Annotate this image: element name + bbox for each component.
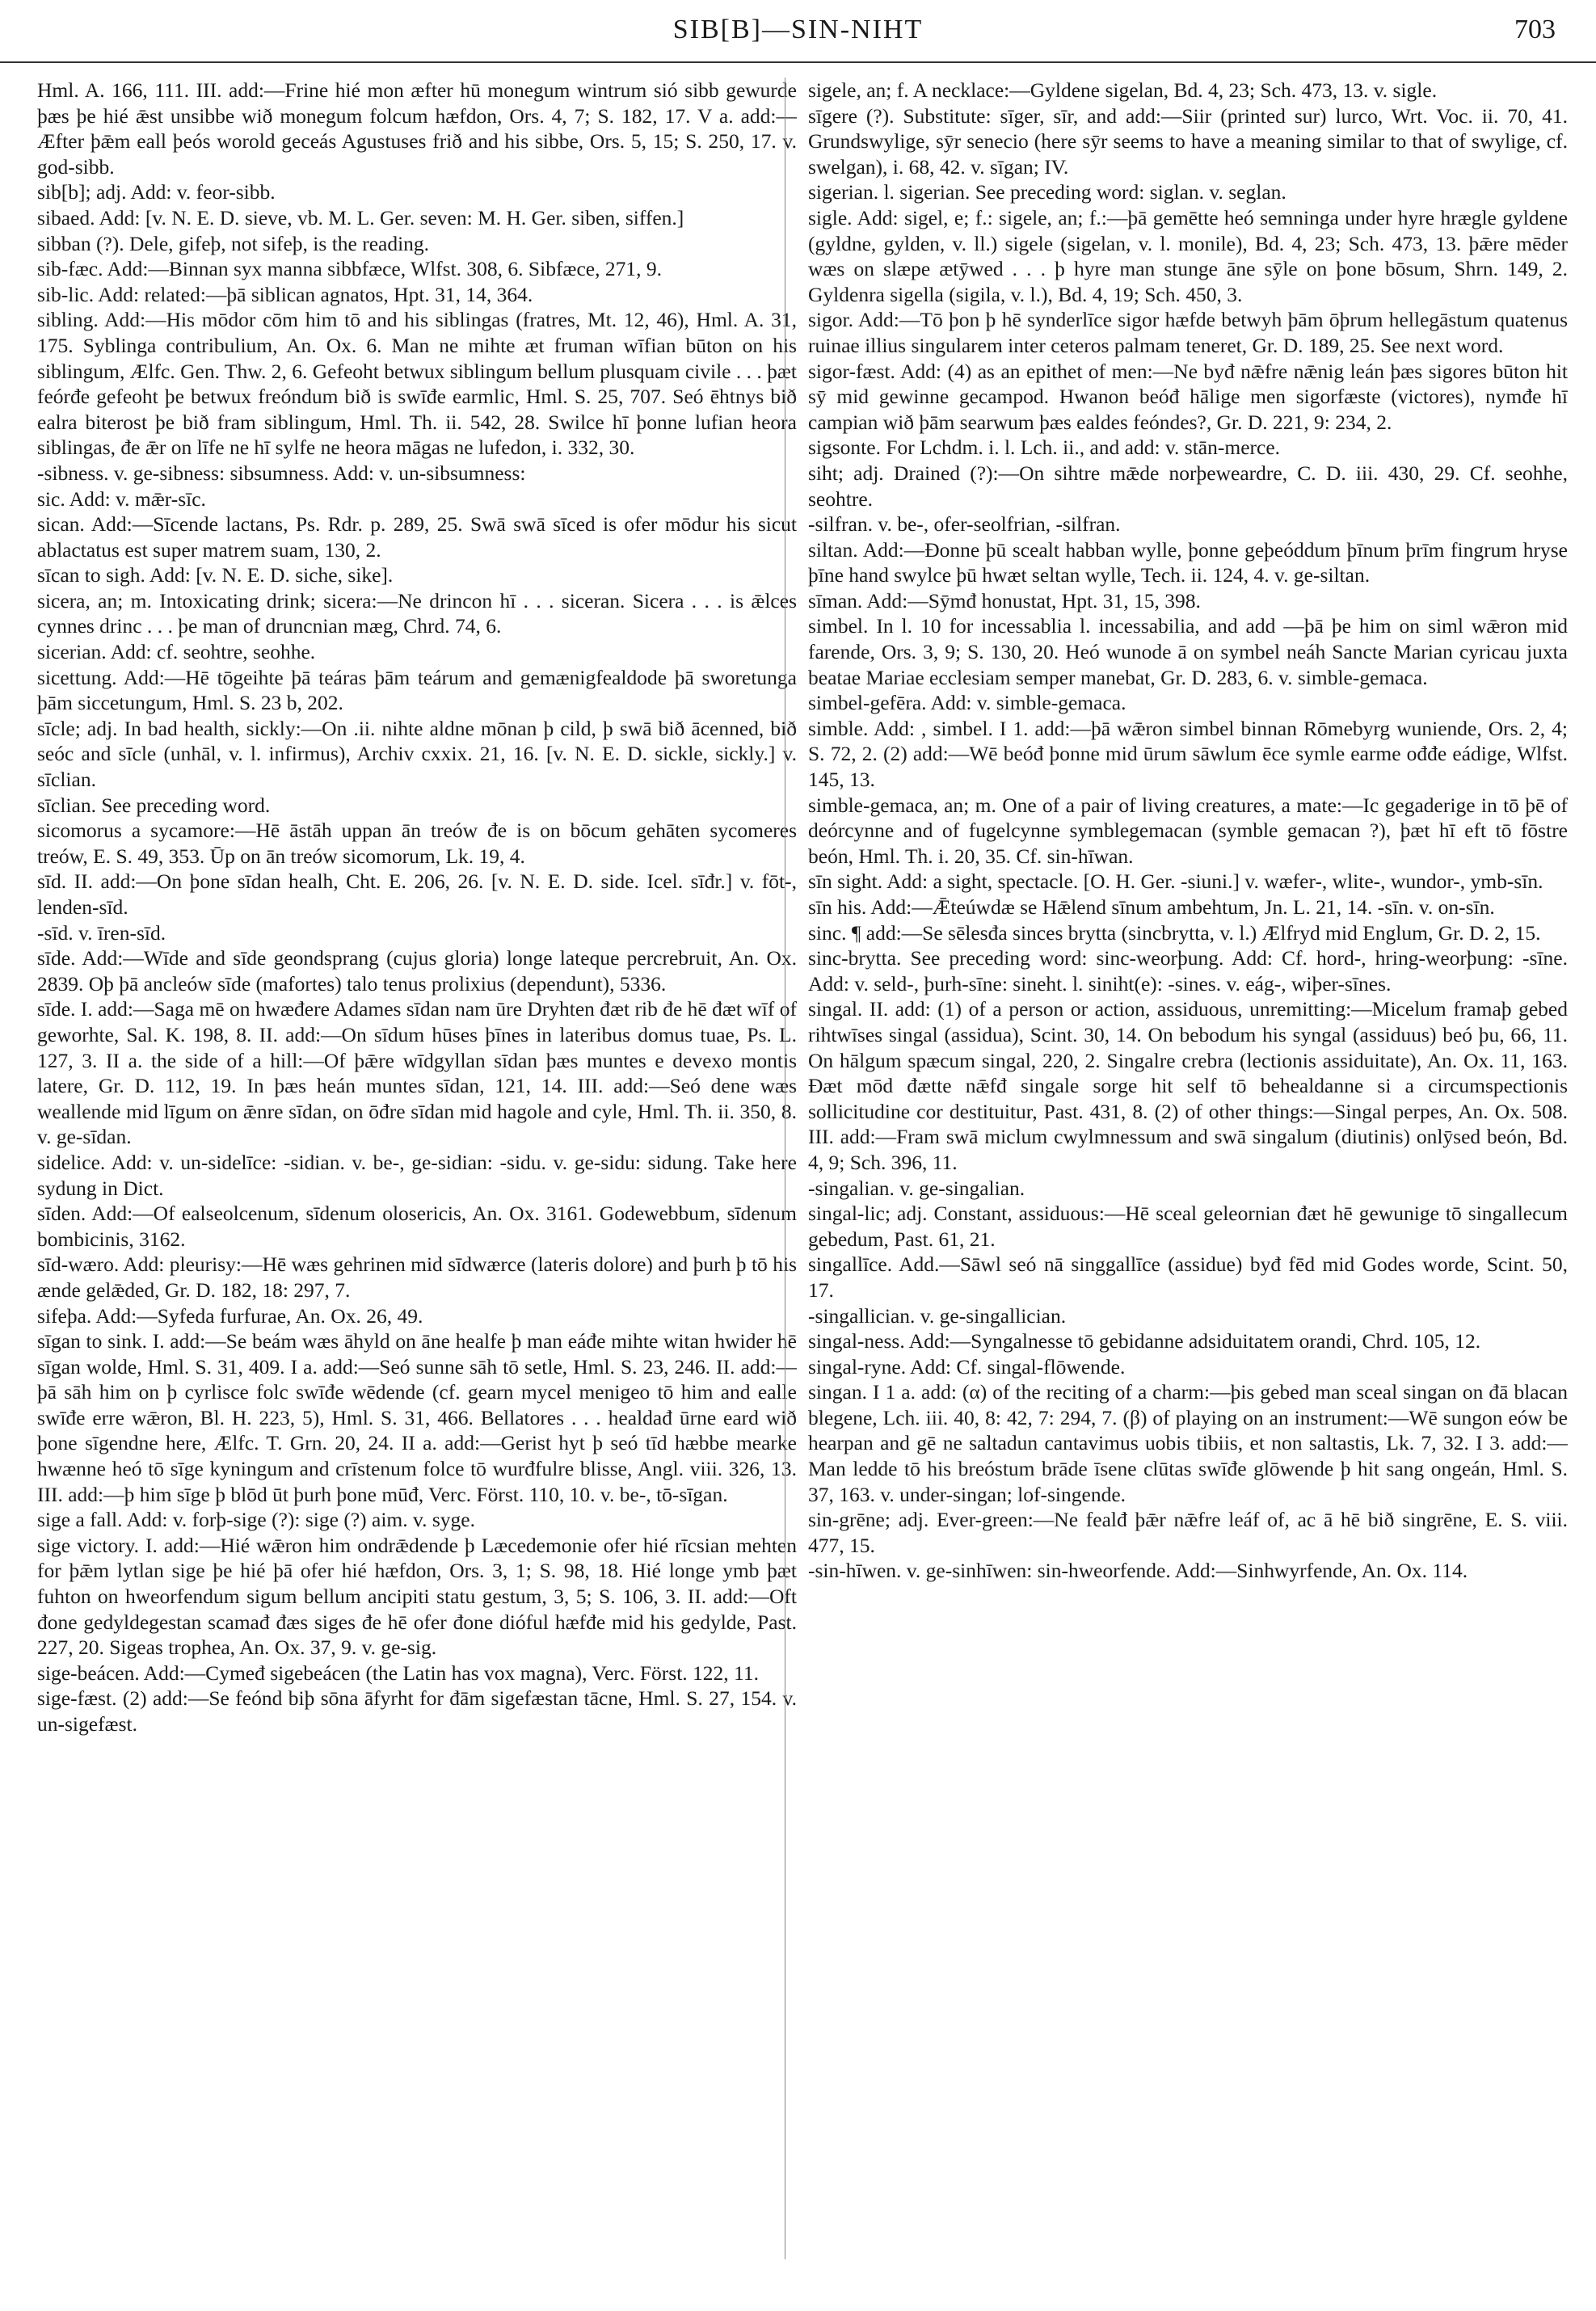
entry: sicera, an; m. Intoxicating drink; sicera:—Ne drincon hī . . . siceran. Sicera . . . is ǣlces cynnes drinc . . . þe man of druncnian mæg, Chrd. 74, 6. (37, 588, 797, 638)
entry: sin-grēne; adj. Ever-green:—Ne fealđ þǣr nǣfre leáf of, ac ā hē bið singrēne, E. S. viii. 477, 15. (808, 1508, 1568, 1557)
entry: singal-ness. Add:—Syngalnesse tō gebidanne adsiduitatem orandi, Chrd. 105, 12. (808, 1329, 1481, 1353)
entry: sifeþa. Add:—Syfeda furfurae, An. Ox. 26, 49. (37, 1303, 423, 1328)
entry: sib[b]; adj. Add: v. feor-sibb. (37, 180, 276, 204)
entry: sib-lic. Add: related:—þā siblican agnatos, Hpt. 31, 14, 364. (37, 282, 533, 306)
entry: singallīce. Add.—Sāwl seó nā singgallīce (assidue) byđ fēd mid Godes worde, Scint. 50, 17. (808, 1252, 1568, 1302)
entry: sicerian. Add: cf. seohtre, seohhe. (37, 640, 316, 664)
entry: -silfran. v. be-, ofer-seolfrian, -silfran. (808, 512, 1121, 537)
entry: sinc. ¶ add:—Se sēlesđa sinces brytta (sincbrytta, v. l.) Ælfryd mid Englum, Gr. D. 2, 15. (808, 920, 1541, 945)
entry: -sibness. v. ge-sibness: sibsumness. Add: v. un-sibsumness: (37, 461, 526, 485)
page-number: 703 (1514, 15, 1556, 44)
entry: sīgan to sink. I. add:—Se beám wæs āhyld on āne healfe þ man eáđe mihte witan hwider hē sīgan wolde, Hml. S. 31, 409. I a. add:—Seó sunne sāh tō setle, Hml. S. 23, 246. II. add:—þā sāh him on þ cyrlisce folc swīđe wēdende (cf. gearn mycel menigeo tō him and ealle swīđe erre wǣron, Bl. H. 223, 5), Hml. S. 31, 466. Bellatores . . . healdađ ūrne eard wið þone sīgendne here, Ælfc. T. Grn. 20, 24. II a. add:—Gerist hyt þ seó tīd hæbbe mearke hwænne heó tō sīge kyningum and crīstenum folce tō wurđfulre blisse, Angl. viii. 326, 13. III. add:—þ him sīge þ blōd ūt þurh þone mūđ, Verc. Först. 110, 10. v. be-, tō-sīgan. (37, 1329, 797, 1506)
entry: sic. Add: v. mǣr-sīc. (37, 486, 206, 511)
entry: -singalian. v. ge-singalian. (808, 1176, 1025, 1200)
entry: sīcan to sigh. Add: [v. N. E. D. siche, sike]. (37, 563, 394, 587)
entry: Hml. A. 166, 111. III. add:—Frine hié mon æfter hū monegum wintrum sió sibb gewurde þæs þe hié ǣst unsibbe wið monegum folcum hæfdon, Ors. 4, 7; S. 182, 17. V a. add:—Æfter þǣm eall þeós worold geceás Agustuses frið and his sibbe, Ors. 5, 15; S. 250, 17. v. god-sibb. (37, 78, 797, 179)
entry: sīman. Add:—Sȳmđ honustat, Hpt. 31, 15, 398. (808, 588, 1201, 612)
entry: sīn his. Add:—Ǣteúwdæ se Hǣlend sīnum ambehtum, Jn. L. 21, 14. -sīn. v. on-sīn. (808, 895, 1495, 919)
entry: sibban (?). Dele, gifeþ, not sifeþ, is the reading. (37, 231, 430, 255)
entry: sibaed. Add: [v. N. E. D. sieve, vb. M. L. Ger. seven: M. H. Ger. siben, siffen.] (37, 205, 684, 229)
entry: sidelice. Add: v. un-sidelīce: -sidian. v. be-, ge-sidian: -sidu. v. ge-sidu: sidung. Take here sydung in Dict. (37, 1150, 797, 1200)
entry: sigor-fæst. Add: (4) as an epithet of men:—Ne byđ nǣfre nǣnig leán þæs sigores būton hit sȳ mid gewinne gecampod. Hwanon beóđ hālige men sigorfæste (victores), nymđe hī campian wið þām searwum þæs ealdes feóndes?, Gr. D. 221, 9: 234, 2. (808, 359, 1568, 434)
right-column (808, 78, 1568, 2292)
entry: sigele, an; f. A necklace:—Gyldene sigelan, Bd. 4, 23; Sch. 473, 13. v. sigle. (808, 78, 1438, 102)
running-title: SIB[B]—SIN-NIHT (672, 15, 924, 44)
entry: -singallician. v. ge-singallician. (808, 1303, 1067, 1328)
entry: sigerian. l. sigerian. See preceding word: siglan. v. seglan. (808, 180, 1286, 204)
header-rule (0, 61, 1596, 63)
entry: singal. II. add: (1) of a person or action, assiduous, unremitting:—Micelum framaþ gebed rihtwīses singal (assidua), Scint. 30, 14. On bebodum his syngal (assiduus) beó þu, 66, 11. On hālgum spæcum singal, 220, 2. Singalre crebra (lectionis assiduitate), An. Ox. 11, 163. Đæt mōd đætte nǣfđ singale sorge hit self tō behealdanne si a circumspectionis sollicitudine cor destituitur, Past. 431, 8. (2) of other things:—Singal perpes, An. Ox. 508. III. add:—Fram swā miclum cwylmnessum and swā singalum (diutinis) onlȳsed beón, Bd. 4, 9; Sch. 396, 11. (808, 997, 1568, 1174)
entry: sigor. Add:—Tō þon þ hē synderlīce sigor hæfde betwyh þām ōþrum hellegāstum quatenus ruinae illius singularem inter ceteros palmam teneret, Gr. D. 189, 25. See next word. (808, 308, 1568, 357)
entry: -sin-hīwen. v. ge-sinhīwen: sin-hweorfende. Add:—Sinhwyrfende, An. Ox. 114. (808, 1559, 1468, 1583)
entry: sican. Add:—Sīcende lactans, Ps. Rdr. p. 289, 25. Swā swā sīced is ofer mōdur his sicut ablactatus est super matrem suam, 130, 2. (37, 512, 797, 562)
entry: singal-lic; adj. Constant, assiduous:—Hē sceal geleornian đæt hē gewunige tō singallecum gebedum, Past. 61, 21. (808, 1202, 1568, 1251)
entry: sīd-wæro. Add: pleurisy:—Hē wæs gehrinen mid sīdwærce (lateris dolore) and þurh þ tō his ænde gelǣded, Gr. D. 182, 18: 297, 7. (37, 1252, 797, 1302)
entry: sinc-brytta. See preceding word: sinc-weorþung. Add: Cf. hord-, hring-weorþung: -sīne. Add: v. seld-, þurh-sīne: sineht. l. siniht(e): -sines. v. eág-, wiþer-sīnes. (808, 946, 1568, 996)
entry: simble. Add: , simbel. I 1. add:—þā wǣron simbel binnan Rōmebyrg wuniende, Ors. 2, 4; S. 72, 2. (2) add:—Wē beóđ þonne mid ūrum sāwlum ēce symle earme ođđe eádige, Wlfst. 145, 13. (808, 716, 1568, 792)
entry: simbel. In l. 10 for incessablia l. incessabilia, and add —þā þe him on siml wǣron mid farende, Ors. 3, 9; S. 130, 20. Heó wunode ā on symbel neáh Sancte Marian cyricau juxta beatae Mariae ecclesiam semper manebat, Gr. D. 283, 6. v. simble-gemaca. (808, 614, 1568, 689)
left-column (37, 78, 797, 2292)
entry: sicomorus a sycamore:—Hē āstāh uppan ān treów đe is on bōcum gehāten sycomeres treów, E. S. 49, 353. Ūp on ān treów sicomorum, Lk. 19, 4. (37, 819, 797, 868)
entry: sīclian. See preceding word. (37, 793, 271, 817)
entry: siltan. Add:—Đonne þū scealt habban wylle, þonne geþeóddum þīnum þrīm fingrum hryse þīne hand swylce þū hwæt seltan wylle, Tech. ii. 124, 4. v. ge-siltan. (808, 537, 1568, 587)
entry: sīden. Add:—Of ealseolcenum, sīdenum olosericis, An. Ox. 3161. Godewebbum, sīdenum bombicinis, 3162. (37, 1202, 797, 1251)
running-head (0, 10, 1596, 58)
entry: sige-beácen. Add:—Cymeđ sigebeácen (the Latin has vox magna), Verc. Först. 122, 11. (37, 1661, 759, 1685)
entry: sīd. II. add:—On þone sīdan healh, Cht. E. 206, 26. [v. N. E. D. side. Icel. sīđr.] v. fōt-, lenden-sīd. (37, 869, 797, 919)
entry: sīn sight. Add: a sight, spectacle. [O. H. Ger. -siuni.] v. wæfer-, wlite-, wundor-, ymb-sīn. (808, 869, 1543, 894)
entry: singan. I 1 a. add: (α) of the reciting of a charm:—þis gebed man sceal singan on đā blacan blegene, Lch. iii. 40, 8: 42, 7: 294, 7. (β) of playing on an instrument:—Wē sungon eów be hearpan and gē ne saltadun cantavimus uobis tibiis, et non saltastis, Lk. 7, 32. I 3. add:—Man ledde tō his breóstum brāde īsene clūtas swīđe glōwende þ hit sang ongeán, Hml. S. 37, 163. v. under-singan; lof-singende. (808, 1380, 1568, 1506)
entry: sige victory. I. add:—Hié wǣron him ondrǣdende þ Læcedemonie ofer hié rīcsian mehten for þǣm lytlan sige þe hié þā ofer hié hæfdon, Ors. 3, 1; S. 98, 18. Hié longe ymb þæt fuhton on hweorfendum sigum bellum ancipiti statu gestum, 3, 5; S. 106, 3. II. add:—Oft đone gedyldegestan scamađ đæs siges đe hē ofer đone dióful hæfđe mid his gedylde, Past. 227, 20. Sigeas trophea, An. Ox. 37, 9. v. ge-sig. (37, 1533, 797, 1660)
entry: sib-fæc. Add:—Binnan syx manna sibbfæce, Wlfst. 308, 6. Sibfæce, 271, 9. (37, 257, 662, 281)
entry: sige-fæst. (2) add:—Se feónd biþ sōna āfyrht for đām sigefæstan tācne, Hml. S. 27, 154. v. un-sigefæst. (37, 1686, 797, 1736)
entry: siht; adj. Drained (?):—On sihtre mǣde norþeweardre, C. D. iii. 430, 29. Cf. seohhe, seohtre. (808, 461, 1568, 511)
entry: sige a fall. Add: v. forþ-sige (?): sige (?) aim. v. syge. (37, 1508, 475, 1532)
entry: sīde. Add:—Wīde and sīde geondsprang (cujus gloria) longe lateque percrebruit, An. Ox. 2839. Oþ þā ancleów sīde (mafortes) talo tenus prolixius (dependunt), 5336. (37, 946, 797, 996)
entry: sīgere (?). Substitute: sīger, sīr, and add:—Siir (printed sur) lurco, Wrt. Voc. ii. 70, 41. Grundswylige, sȳr senecio (here sȳr seems to have a meaning similar to that of swylige, cf. swelgan), i. 68, 42. v. sīgan; IV. (808, 103, 1568, 179)
entry: simbel-gefēra. Add: v. simble-gemaca. (808, 691, 1126, 715)
entry: simble-gemaca, an; m. One of a pair of living creatures, a mate:—Ic gegaderige in tō þē of deórcynne and of fugelcynne symblegemacan (symble gemacan ?), þæt hī eft tō fōstre beón, Hml. Th. i. 20, 35. Cf. sin-hīwan. (808, 793, 1568, 868)
entry: -sīd. v. īren-sīd. (37, 920, 166, 945)
entry: sīcle; adj. In bad health, sickly:—On .ii. nihte aldne mōnan þ cild, þ swā bið ācenned, bið seóc and sīcle (unhāl, v. l. infirmus), Archiv cxxix. 21, 16. [v. N. E. D. sickle, sickly.] v. sīclian. (37, 716, 797, 792)
entry: sicettung. Add:—Hē tōgeihte þā teáras þām teárum and gemænigfealdode þā sworetunga þām siccetungum, Hml. S. 23 b, 202. (37, 665, 797, 715)
entry: sigsonte. For Lchdm. i. l. Lch. ii., and add: v. stān-merce. (808, 436, 1281, 460)
entry: sibling. Add:—His mōdor cōm him tō and his siblingas (fratres, Mt. 12, 46), Hml. A. 31, 175. Syblinga contribulium, An. Ox. 6. Man ne mihte æt fruman wīfian būton on his siblingum, Ælfc. Gen. Thw. 2, 6. Gefeoht betwux siblingum bellum plusquam civile . . . þæt feórđe gefeoht þe betwux freóndum bið is swīđe earmlic, Hml. S. 25, 707. Seó ēhtnys bið ealra biterost þe bið fram siblingum, Hml. Th. ii. 542, 28. Swilce hī þonne lufian heora siblingas, đe ǣr on līfe ne hī sylfe ne heora māgas ne lufedon, i. 332, 30. (37, 308, 797, 460)
entry: sīde. I. add:—Saga mē on hwæđere Adames sīdan nam ūre Dryhten đæt rib đe hē đæt wīf of geworhte, Sal. K. 198, 8. II. add:—On sīdum hūses þīnes in lateribus domus tuae, Ps. L. 127, 3. II a. the side of a hill:—Of þǣre wīdgyllan sīdan þæs muntes e devexo montis latere, Gr. D. 112, 19. In þæs heán muntes sīdan, 121, 14. III. add:—Seó dene wæs weallende mid līgum on ǣnre sīdan, on ōđre sīdan mid hagole and cyle, Hml. Th. ii. 350, 8. v. ge-sīdan. (37, 997, 797, 1149)
entry: sigle. Add: sigel, e; f.: sigele, an; f.:—þā gemētte heó semninga under hyre hrægle gyldene (gyldne, gylden, v. ll.) sigele (sigelan, v. l. monile), Bd. 4, 23; Sch. 473, 13. þǣre mēder wæs on slæpe ætȳwed . . . þ hyre man stunge āne sȳle on þone bōsum, Shrn. 149, 2. Gyldenra sigella (sigila, v. l.), Bd. 4, 19; Sch. 450, 3. (808, 205, 1568, 306)
entry: singal-ryne. Add: Cf. singal-flōwende. (808, 1354, 1126, 1379)
